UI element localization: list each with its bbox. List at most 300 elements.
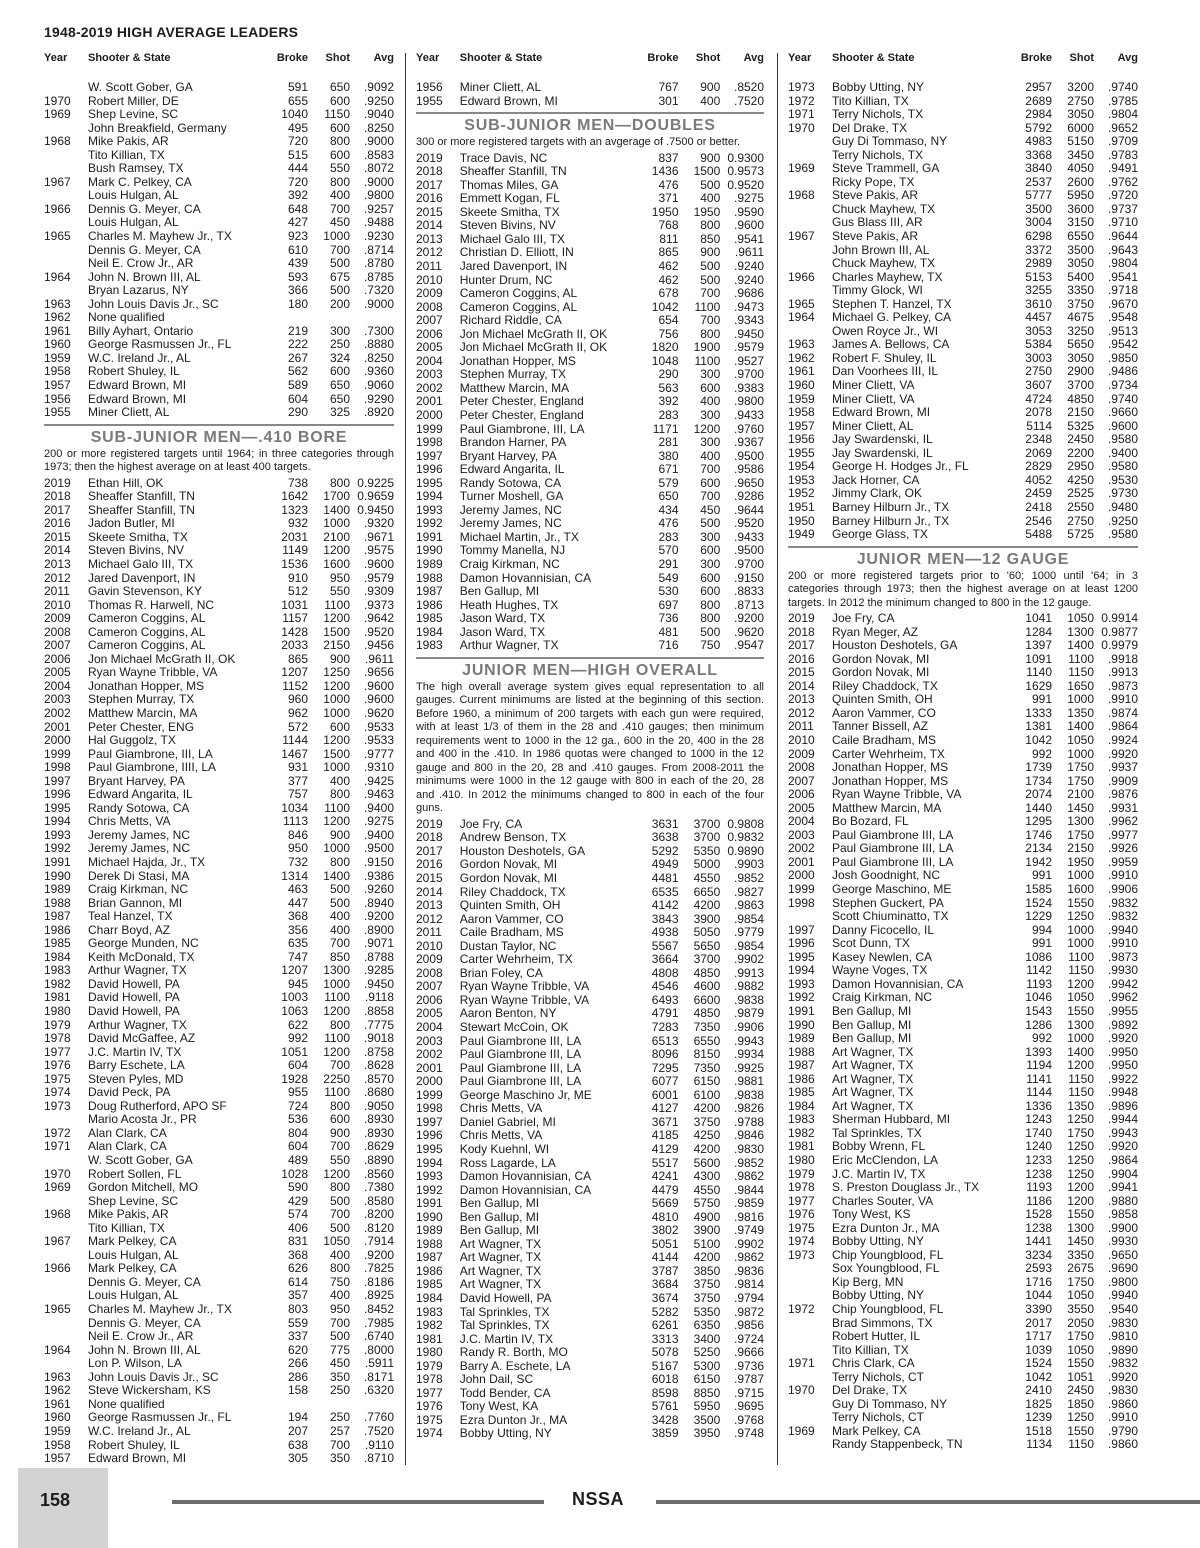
avg-cell: .9787 [733, 1372, 765, 1387]
avg-cell: .9800 [733, 394, 765, 409]
shot-cell: 5650 [1067, 337, 1094, 352]
shot-cell: 700 [700, 489, 721, 504]
shooter-cell: Stephen T. Hanzel, TX [832, 297, 952, 311]
broke-cell: 2593 [1025, 1261, 1052, 1276]
shot-cell: 800 [329, 1098, 350, 1113]
avg-cell: .9876 [1107, 787, 1138, 802]
broke-cell: 992 [1031, 746, 1052, 761]
shot-cell: 5400 [1067, 269, 1094, 284]
avg-cell: .9240 [733, 258, 765, 273]
shooter-cell: George Munden, NC [88, 937, 199, 951]
shot-cell: 2150 [1067, 841, 1094, 856]
shooter-cell: Matthew Marcin, MA [459, 381, 570, 395]
table-row [44, 284, 394, 298]
broke-cell: 6298 [1025, 229, 1052, 244]
year-cell: 2015 [44, 529, 71, 544]
avg-cell: .9000 [363, 296, 394, 311]
table-row [44, 1411, 394, 1425]
shooter-cell: Dan Voorhees III, IL [832, 365, 939, 379]
avg-cell: .9925 [733, 1060, 765, 1075]
avg-cell: .9686 [733, 286, 765, 301]
shooter-cell: Miner Cliett, VA [832, 379, 915, 393]
avg-cell: .9760 [733, 421, 765, 436]
shot-cell: 3950 [693, 1426, 721, 1441]
year-cell: 1950 [788, 513, 815, 528]
table-row [788, 1113, 1138, 1127]
shooter-cell: Ethan Hill, OK [88, 476, 164, 490]
table-row [44, 802, 394, 816]
broke-cell: 2829 [1025, 459, 1052, 474]
broke-cell: 697 [658, 597, 679, 612]
year-cell [44, 189, 88, 203]
table-row [788, 1330, 1138, 1344]
shooter-cell: George Glass, TX [832, 528, 928, 542]
year-cell [788, 216, 832, 230]
shooter-cell: Damon Hovannisian, CA [832, 977, 964, 991]
header-avg: Avg [1117, 52, 1138, 64]
table-row [44, 531, 394, 545]
shot-cell: 1150 [1068, 1071, 1094, 1086]
avg-cell: .9844 [733, 1182, 765, 1197]
table-row [44, 162, 394, 176]
avg-cell: .9950 [1107, 1044, 1138, 1059]
year-cell: 1959 [44, 350, 71, 365]
avg-cell: .9910 [1107, 692, 1138, 707]
broke-cell: 4808 [651, 965, 679, 980]
broke-cell: 266 [287, 1356, 308, 1371]
shot-cell: 1300 [1067, 624, 1094, 639]
avg-cell: .9942 [1107, 976, 1138, 991]
shot-cell: 1200 [1067, 1058, 1094, 1073]
broke-cell: 207 [287, 1423, 308, 1438]
shooter-cell: Houston Deshotels, GA [459, 844, 586, 858]
avg-cell: .9600 [1107, 418, 1138, 433]
shot-cell: 300 [700, 435, 721, 450]
shooter-cell: Craig Kirkman, NC [459, 558, 560, 571]
shooter-cell: Tony West, KA [459, 1400, 539, 1414]
shot-cell: 1200 [323, 1044, 350, 1059]
table-row [44, 135, 394, 149]
year-cell: 2007 [788, 773, 815, 788]
shot-cell: 800 [329, 1017, 350, 1032]
shooter-cell: Gordon Novak, MI [459, 872, 558, 886]
broke-cell: 604 [287, 1139, 308, 1154]
table-row [44, 1303, 394, 1317]
avg-cell: .9943 [733, 1033, 765, 1048]
shooter-cell: Steve Pakis, AR [832, 230, 919, 244]
table-row [416, 192, 764, 206]
avg-cell: .9873 [1107, 949, 1138, 964]
year-cell [44, 122, 88, 136]
year-cell: 2000 [416, 407, 443, 422]
table-row [44, 1249, 394, 1263]
avg-cell: .9092 [363, 80, 394, 94]
broke-cell: 267 [287, 350, 308, 365]
shooter-cell: Art Wagner, TX [832, 1099, 914, 1113]
shot-cell: 4675 [1067, 310, 1094, 325]
broke-cell: 1333 [1025, 705, 1052, 720]
avg-cell: 0.9979 [1101, 638, 1138, 653]
shot-cell: 1200 [1067, 1180, 1094, 1195]
year-cell: 1993 [788, 976, 815, 991]
table-row [416, 206, 764, 220]
avg-cell: .9910 [1107, 936, 1138, 951]
table-row [416, 1387, 764, 1401]
avg-cell: .8858 [363, 1004, 394, 1018]
shot-cell: 800 [700, 326, 721, 341]
avg-cell: .9620 [363, 705, 394, 720]
shooter-cell: Skeete Smitha, TX [88, 530, 188, 544]
broke-cell: 638 [287, 1437, 308, 1452]
shot-cell: 1200 [323, 814, 350, 829]
avg-cell: 0.9520 [727, 177, 765, 192]
table-row [788, 352, 1138, 366]
broke-cell: 1063 [281, 1004, 308, 1018]
header-year: Year [44, 52, 68, 64]
table-row [416, 233, 764, 247]
year-cell: 2002 [788, 841, 815, 856]
table-row [788, 1235, 1138, 1249]
avg-cell: .9018 [363, 1031, 394, 1046]
table-row [788, 1181, 1138, 1195]
avg-cell: .9200 [363, 909, 394, 924]
broke-cell: 910 [287, 570, 308, 585]
broke-cell: 1171 [652, 421, 679, 436]
table-row [416, 274, 764, 288]
table-row [44, 203, 394, 217]
shot-cell: 4550 [693, 1182, 721, 1197]
avg-cell: .7380 [363, 1180, 394, 1195]
header-avg: Avg [373, 52, 394, 64]
avg-cell: .9902 [733, 952, 765, 967]
year-cell [44, 149, 88, 163]
avg-cell: .9918 [1107, 651, 1138, 666]
table-row [44, 897, 394, 911]
year-cell: 2017 [44, 502, 71, 517]
broke-cell: 1157 [282, 611, 308, 626]
avg-cell: .9373 [363, 597, 394, 612]
shooter-cell: Stephen Guckert, PA [832, 896, 944, 910]
avg-cell: .9000 [363, 174, 394, 189]
shot-cell: 1200 [323, 543, 350, 558]
broke-cell: 5792 [1025, 120, 1052, 135]
broke-cell: 1186 [1026, 1193, 1052, 1208]
broke-cell: 462 [658, 258, 679, 273]
shot-cell: 300 [700, 529, 721, 544]
table-row [788, 639, 1138, 653]
year-cell: 2012 [788, 705, 815, 720]
shooter-cell: Kasey Newlen, CA [832, 950, 933, 964]
shot-cell: 2900 [1067, 364, 1094, 379]
broke-cell: 620 [287, 1342, 308, 1357]
broke-cell: 1041 [1025, 611, 1052, 626]
table-row [788, 1371, 1138, 1385]
shot-cell: 3500 [693, 1412, 721, 1427]
avg-cell: .9670 [1107, 296, 1138, 311]
year-cell: 2019 [416, 150, 443, 165]
shooter-cell: Jason Ward, TX [459, 625, 546, 639]
broke-cell: 1950 [651, 204, 679, 219]
avg-cell: .9777 [363, 746, 394, 761]
shot-cell: 3050 [1067, 107, 1094, 122]
table-row [44, 1276, 394, 1290]
table-row [44, 95, 394, 109]
shot-cell: 2150 [323, 638, 350, 653]
table-row [416, 1333, 764, 1347]
shooter-cell: Bobby Utting, NY [832, 1289, 925, 1303]
year-cell: 1982 [788, 1125, 815, 1140]
shooter-cell: Edward Brown, MI [88, 392, 187, 406]
shot-cell: 2450 [1067, 432, 1094, 447]
shooter-cell: Mark Pelkey, CA [88, 1262, 177, 1276]
table-row [416, 1251, 764, 1265]
broke-cell: 1286 [1025, 1017, 1052, 1032]
table-row [416, 599, 764, 613]
avg-cell: .9930 [1107, 1234, 1138, 1249]
shooter-cell: Damon Hovannisian, CA [459, 1183, 592, 1197]
table-row [788, 1438, 1138, 1452]
broke-cell: 2537 [1025, 174, 1052, 189]
avg-cell: .9230 [363, 229, 394, 244]
year-cell [788, 1438, 832, 1452]
avg-cell: .9838 [733, 992, 765, 1007]
shot-cell: 3400 [693, 1331, 721, 1346]
year-cell [44, 1317, 88, 1331]
shot-cell: 1500 [693, 164, 721, 179]
table-row [416, 301, 764, 315]
broke-cell: 380 [658, 448, 679, 463]
table-row [416, 1319, 764, 1333]
shot-cell: 400 [329, 1247, 350, 1262]
shot-cell: 5950 [693, 1399, 721, 1414]
broke-cell: 1284 [1025, 624, 1052, 639]
shooter-cell: Ross Lagarde, LA [459, 1156, 556, 1170]
shooter-cell: Michael Galo III, TX [459, 232, 565, 246]
shooter-cell: Art Wagner, TX [832, 1045, 914, 1059]
year-cell: 1981 [44, 990, 71, 1005]
year-cell: 1988 [788, 1044, 815, 1059]
table-row [416, 314, 764, 328]
year-cell: 2006 [416, 326, 443, 341]
shooter-cell: Hal Guggolz, TX [88, 734, 176, 748]
avg-cell: .9860 [1107, 1437, 1138, 1452]
table-row [788, 707, 1138, 721]
broke-cell: 1440 [1025, 800, 1052, 815]
year-cell: 2016 [416, 191, 443, 206]
shooter-cell: Gordon Novak, MI [459, 858, 558, 872]
avg-cell: .8930 [363, 1125, 394, 1140]
shot-cell: 3350 [1067, 1247, 1094, 1262]
shooter-cell: Josh Goodnight, NC [832, 869, 941, 883]
table-row [416, 165, 764, 179]
table-row [44, 572, 394, 586]
year-cell: 2016 [788, 651, 815, 666]
footer-rule [656, 1500, 1200, 1504]
broke-cell: 3671 [651, 1114, 679, 1129]
broke-cell: 610 [287, 242, 308, 257]
shooter-cell: David McGaffee, AZ [88, 1032, 196, 1046]
shooter-cell: Owen Royce Jr., WI [832, 324, 939, 338]
broke-cell: 991 [1031, 936, 1052, 951]
shot-cell: 1000 [323, 976, 350, 991]
broke-cell: 3840 [1025, 161, 1052, 176]
year-cell: 1970 [44, 93, 71, 108]
avg-cell: .9540 [1107, 1301, 1138, 1316]
shooter-cell: Craig Kirkman, NC [88, 883, 189, 897]
table-row [788, 420, 1138, 434]
broke-cell: 5777 [1025, 188, 1052, 203]
shooter-cell: Gordon Mitchell, MO [88, 1181, 199, 1195]
shot-cell: 1100 [324, 1031, 350, 1046]
shot-cell: 4200 [693, 898, 721, 913]
broke-cell: 4949 [651, 857, 679, 872]
table-row [788, 1005, 1138, 1019]
broke-cell: 932 [287, 516, 308, 531]
shot-cell: 4200 [693, 1141, 721, 1156]
table-row [44, 544, 394, 558]
year-cell: 1971 [44, 1139, 71, 1154]
shot-cell: 1150 [1068, 963, 1094, 978]
shooter-cell: Randy Sotowa, CA [88, 801, 190, 815]
shooter-cell: Paul Giambrone III, LA [832, 855, 954, 869]
table-row [44, 1154, 394, 1168]
section-note: The high overall average system gives equal representation to all gauges. Current minimums are listed at the beginning of this section. Before 1960, a minimum of 200 targets with each gun were required, with at least 1/3 of them in the 28 and .410 gauges; then minimum requirements went to 1000 in the 12 ga., 600 in the 20, 400 in the 28 and 400 in the .410. In 1986 quotas were changed to 1000 in the 12 gauge and 800 in the 20, 28 and .410 gauges. From 2008-2011 the minimums were 1000 in the 12 gauge with 800 in each of the 20, 28 and .410. In 2012 the minimums changed to 800 in each of the four guns. [416, 680, 764, 815]
year-cell: 1958 [44, 364, 71, 379]
year-cell: 2011 [44, 584, 70, 599]
shooter-cell: Dennis G. Meyer, CA [88, 202, 201, 216]
table-row [416, 1116, 764, 1130]
shooter-cell: Art Wagner, TX [832, 1086, 914, 1100]
shooter-cell: Ryan Wayne Tribble, VA [832, 788, 962, 802]
table-row [788, 1046, 1138, 1060]
broke-cell: 439 [287, 256, 308, 271]
shooter-cell: Bush Ramsey, TX [88, 162, 184, 176]
shot-cell: 600 [700, 584, 721, 599]
shooter-cell: Heath Hughes, TX [459, 598, 559, 612]
broke-cell: 3859 [651, 1426, 679, 1441]
year-cell: 1990 [788, 1017, 815, 1032]
avg-cell: .9934 [733, 1047, 765, 1062]
year-cell: 1977 [416, 1385, 443, 1400]
year-cell: 1993 [416, 1169, 443, 1184]
shooter-cell: Jeremy James, NC [459, 517, 562, 531]
table-row [44, 639, 394, 653]
shot-cell: 400 [700, 448, 721, 463]
year-cell: 1991 [416, 1196, 443, 1211]
avg-cell: .6320 [363, 1383, 394, 1398]
shot-cell: 400 [700, 191, 721, 206]
broke-cell: 281 [658, 435, 679, 450]
year-cell: 2014 [788, 678, 815, 693]
year-cell: 1970 [788, 120, 815, 135]
shot-cell: 1150 [1068, 1085, 1094, 1100]
year-cell: 1971 [788, 107, 815, 122]
shooter-cell: Ben Gallup, MI [832, 1004, 912, 1018]
shot-cell: 2675 [1067, 1261, 1094, 1276]
year-cell: 1999 [788, 882, 815, 897]
broke-cell: 5114 [1026, 418, 1052, 433]
shot-cell: 200 [329, 296, 350, 311]
year-cell: 1998 [416, 435, 443, 450]
column-1 [44, 49, 394, 1466]
year-cell: 1966 [44, 1261, 71, 1276]
year-cell [788, 203, 832, 217]
avg-cell: .9488 [363, 215, 394, 230]
broke-cell: 591 [287, 80, 308, 94]
shooter-cell: Jon Michael McGrath II, OK [459, 341, 608, 355]
shooter-cell: John Brown III, AL [832, 243, 930, 257]
avg-cell: .9644 [1107, 229, 1138, 244]
year-cell: 1986 [788, 1071, 815, 1086]
table-row [44, 964, 394, 978]
shooter-cell: Bobby Wrenn, FL [832, 1140, 926, 1154]
table-row [44, 1317, 394, 1331]
year-cell: 1959 [44, 1423, 71, 1438]
avg-cell: .9800 [1107, 1274, 1138, 1289]
shot-cell: 5950 [1067, 188, 1094, 203]
avg-cell: .9832 [1107, 895, 1138, 910]
avg-cell: .8714 [363, 242, 394, 257]
broke-cell: 1243 [1025, 1112, 1052, 1127]
avg-cell: .9950 [1107, 1058, 1138, 1073]
broke-cell: 2074 [1025, 787, 1052, 802]
year-cell: 2001 [44, 719, 71, 734]
broke-cell: 368 [287, 1247, 308, 1262]
avg-cell: .9286 [733, 489, 765, 504]
year-cell [44, 81, 88, 95]
broke-cell: 804 [287, 1125, 308, 1140]
shot-cell: 5725 [1067, 527, 1094, 542]
table-row [44, 1073, 394, 1087]
broke-cell: 3428 [651, 1412, 679, 1427]
avg-cell: .9940 [1107, 1288, 1138, 1303]
shot-cell: 1400 [1067, 1044, 1094, 1059]
table-row [416, 531, 764, 545]
shot-cell: 775 [329, 1342, 350, 1357]
table-row [416, 1102, 764, 1116]
broke-cell: 357 [287, 1288, 308, 1303]
year-cell: 1975 [44, 1071, 71, 1086]
column-header-row [788, 49, 1138, 67]
broke-cell: 1295 [1025, 814, 1052, 829]
avg-cell: 0.9300 [727, 150, 765, 165]
broke-cell: 5078 [651, 1345, 679, 1360]
header-broke: Broke [1020, 52, 1052, 64]
broke-cell: 1825 [1025, 1396, 1052, 1411]
table-row [44, 1059, 394, 1073]
year-cell: 2011 [416, 258, 442, 273]
year-cell: 2002 [416, 380, 443, 395]
shot-cell: 600 [700, 543, 721, 558]
shooter-cell: Jadon Butler, MI [88, 517, 175, 531]
shot-cell: 500 [329, 1329, 350, 1344]
shot-cell: 650 [329, 80, 350, 94]
year-cell: 2007 [44, 638, 71, 653]
broke-cell: 1233 [1025, 1152, 1052, 1167]
shooter-cell: Stephen Murray, TX [88, 693, 195, 707]
year-cell: 2005 [44, 665, 71, 680]
year-cell: 1985 [416, 611, 443, 626]
avg-cell: .7914 [363, 1234, 394, 1249]
shot-cell: 400 [329, 909, 350, 924]
year-cell: 1982 [44, 976, 71, 991]
year-cell: 1969 [44, 1180, 71, 1195]
year-cell: 2011 [416, 925, 442, 940]
broke-cell: 1739 [1025, 760, 1052, 775]
avg-cell: .7300 [363, 323, 394, 338]
avg-cell: .7320 [363, 283, 394, 298]
year-cell: 2018 [416, 830, 443, 845]
